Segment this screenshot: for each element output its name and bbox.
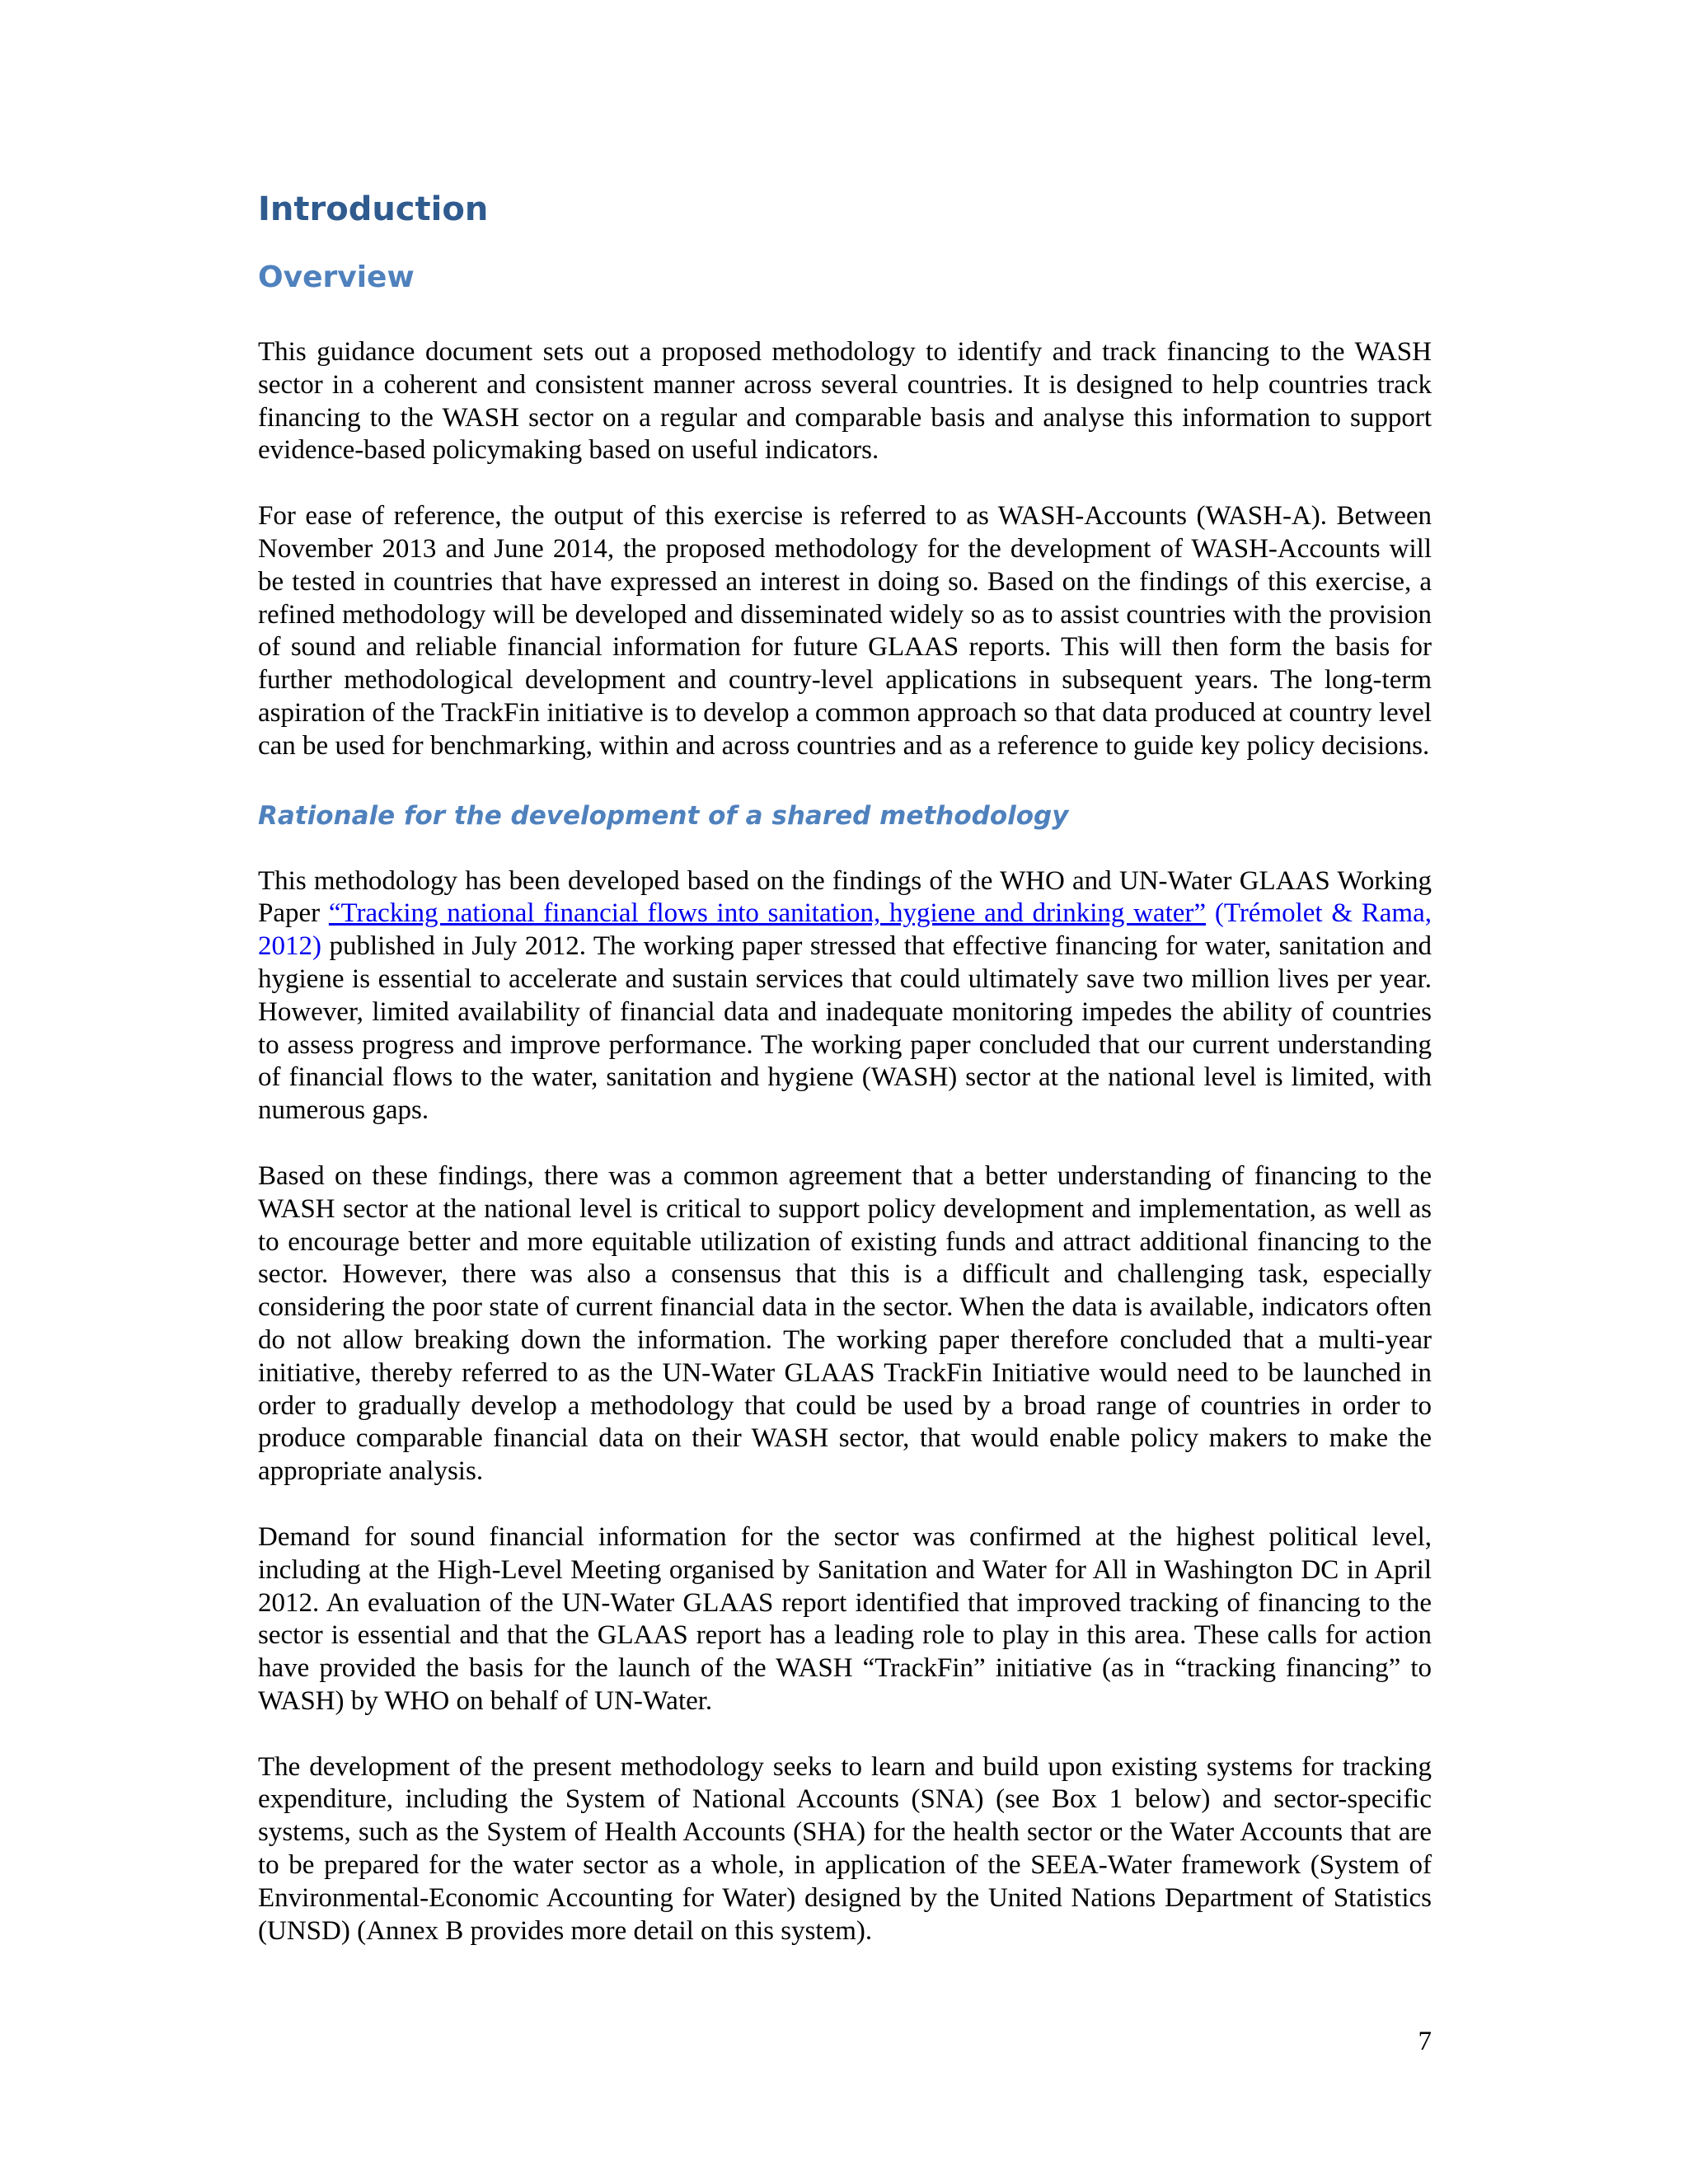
paragraph-overview-2: For ease of reference, the output of this exercise is referred to as WASH-Accounts (WASH-A). Between November 2013 and June 2014, the proposed methodology for the development of WASH-Accounts will be tested in countries that have expressed an interest in doing so. Based on the findings of this exercise, a refined methodology will be developed and disseminated widely so as to assist countries with the provision of sound and reliable financial information for future GLAAS reports. This will then form the basis for further methodological development and country-level applications in subsequent years. The long-term aspiration of the TrackFin initiative is to develop a common approach so that data produced at country level can be used for benchmarking, within and across countries and as a reference to guide key policy decisions.	[258, 501, 1432, 761]
paragraph-overview-1: This guidance document sets out a proposed methodology to identify and track financing to the WASH sector in a coherent and consistent manner across several countries. It is designed to help countries track financing to the WASH sector on a regular and comparable basis and analyse this information to support evidence-based policymaking based on useful indicators.	[258, 337, 1432, 466]
paragraph-rationale-1	[258, 865, 1432, 1127]
heading-overview: Overview	[258, 260, 415, 294]
paragraph-rationale-2: Based on these findings, there was a common agreement that a better understanding of financing to the WASH sector at the national level is critical to support policy development and implementation, as well as to encourage better and more equitable utilization of existing funds and attract additional financing to the sector. However, there was also a consensus that this is a difficult and challenging task, especially considering the poor state of current financial data in the sector. When the data is available, indicators often do not allow breaking down the information. The working paper therefore concluded that a multi-year initiative, thereby referred to as the UN-Water GLAAS TrackFin Initiative would need to be launched in order to gradually develop a methodology that could be used by a broad range of countries in order to produce comparable financial data on their WASH sector, that would enable policy makers to make the appropriate analysis.	[258, 1160, 1432, 1487]
heading-rationale: Rationale for the development of a shared methodology	[258, 800, 1069, 831]
paragraph-rationale-1-text-start: This methodology has been developed based on the findings of the WHO and UN-Water GLAAS Working Paper	[258, 865, 1432, 929]
page-content	[258, 186, 1432, 1947]
paragraph-rationale-4: The development of the present methodology seeks to learn and build upon existing systems for tracking expenditure, including the System of National Accounts (SNA) (see Box 1 below) and sector-specific systems, such as the System of Health Accounts (SHA) for the health sector or the Water Accounts that are to be prepared for the water sector as a whole, in application of the SEEA-Water framework (System of Environmental-Economic Accounting for Water) designed by the United Nations Department of Statistics (UNSD) (Annex B provides more detail on this system).	[258, 1751, 1432, 1946]
paragraph-rationale-3: Demand for sound financial information for the sector was confirmed at the highest political level, including at the High-Level Meeting organised by Sanitation and Water for All in Washington DC in April 2012. An evaluation of the UN-Water GLAAS report identified that improved tracking of financing to the sector is essential and that the GLAAS report has a leading role to play in this area. These calls for action have provided the basis for the launch of the WASH “TrackFin” initiative (as in “tracking financing” to WASH) by WHO on behalf of UN-Water.	[258, 1521, 1432, 1716]
page-number: 7	[1418, 2027, 1432, 2056]
working-paper-link[interactable]: “Tracking national financial flows into sanitation, hygiene and drinking water”	[328, 898, 1207, 929]
citation-tremolet-rama[interactable]: (Trémolet & Rama, 2012)	[258, 898, 1432, 962]
heading-introduction: Introduction	[258, 190, 489, 228]
paragraph-rationale-1-text-end: published in July 2012. The working paper stressed that effective financing for water, sanitation and hygiene is essential to accelerate and sustain services that could ultimately save two million lives per year. However, limited availability of financial data and inadequate monitoring impedes the ability of countries to assess progress and improve performance. The working paper concluded that our current understanding of financial flows to the water, sanitation and hygiene (WASH) sector at the national level is limited, with numerous gaps.	[258, 931, 1432, 1126]
